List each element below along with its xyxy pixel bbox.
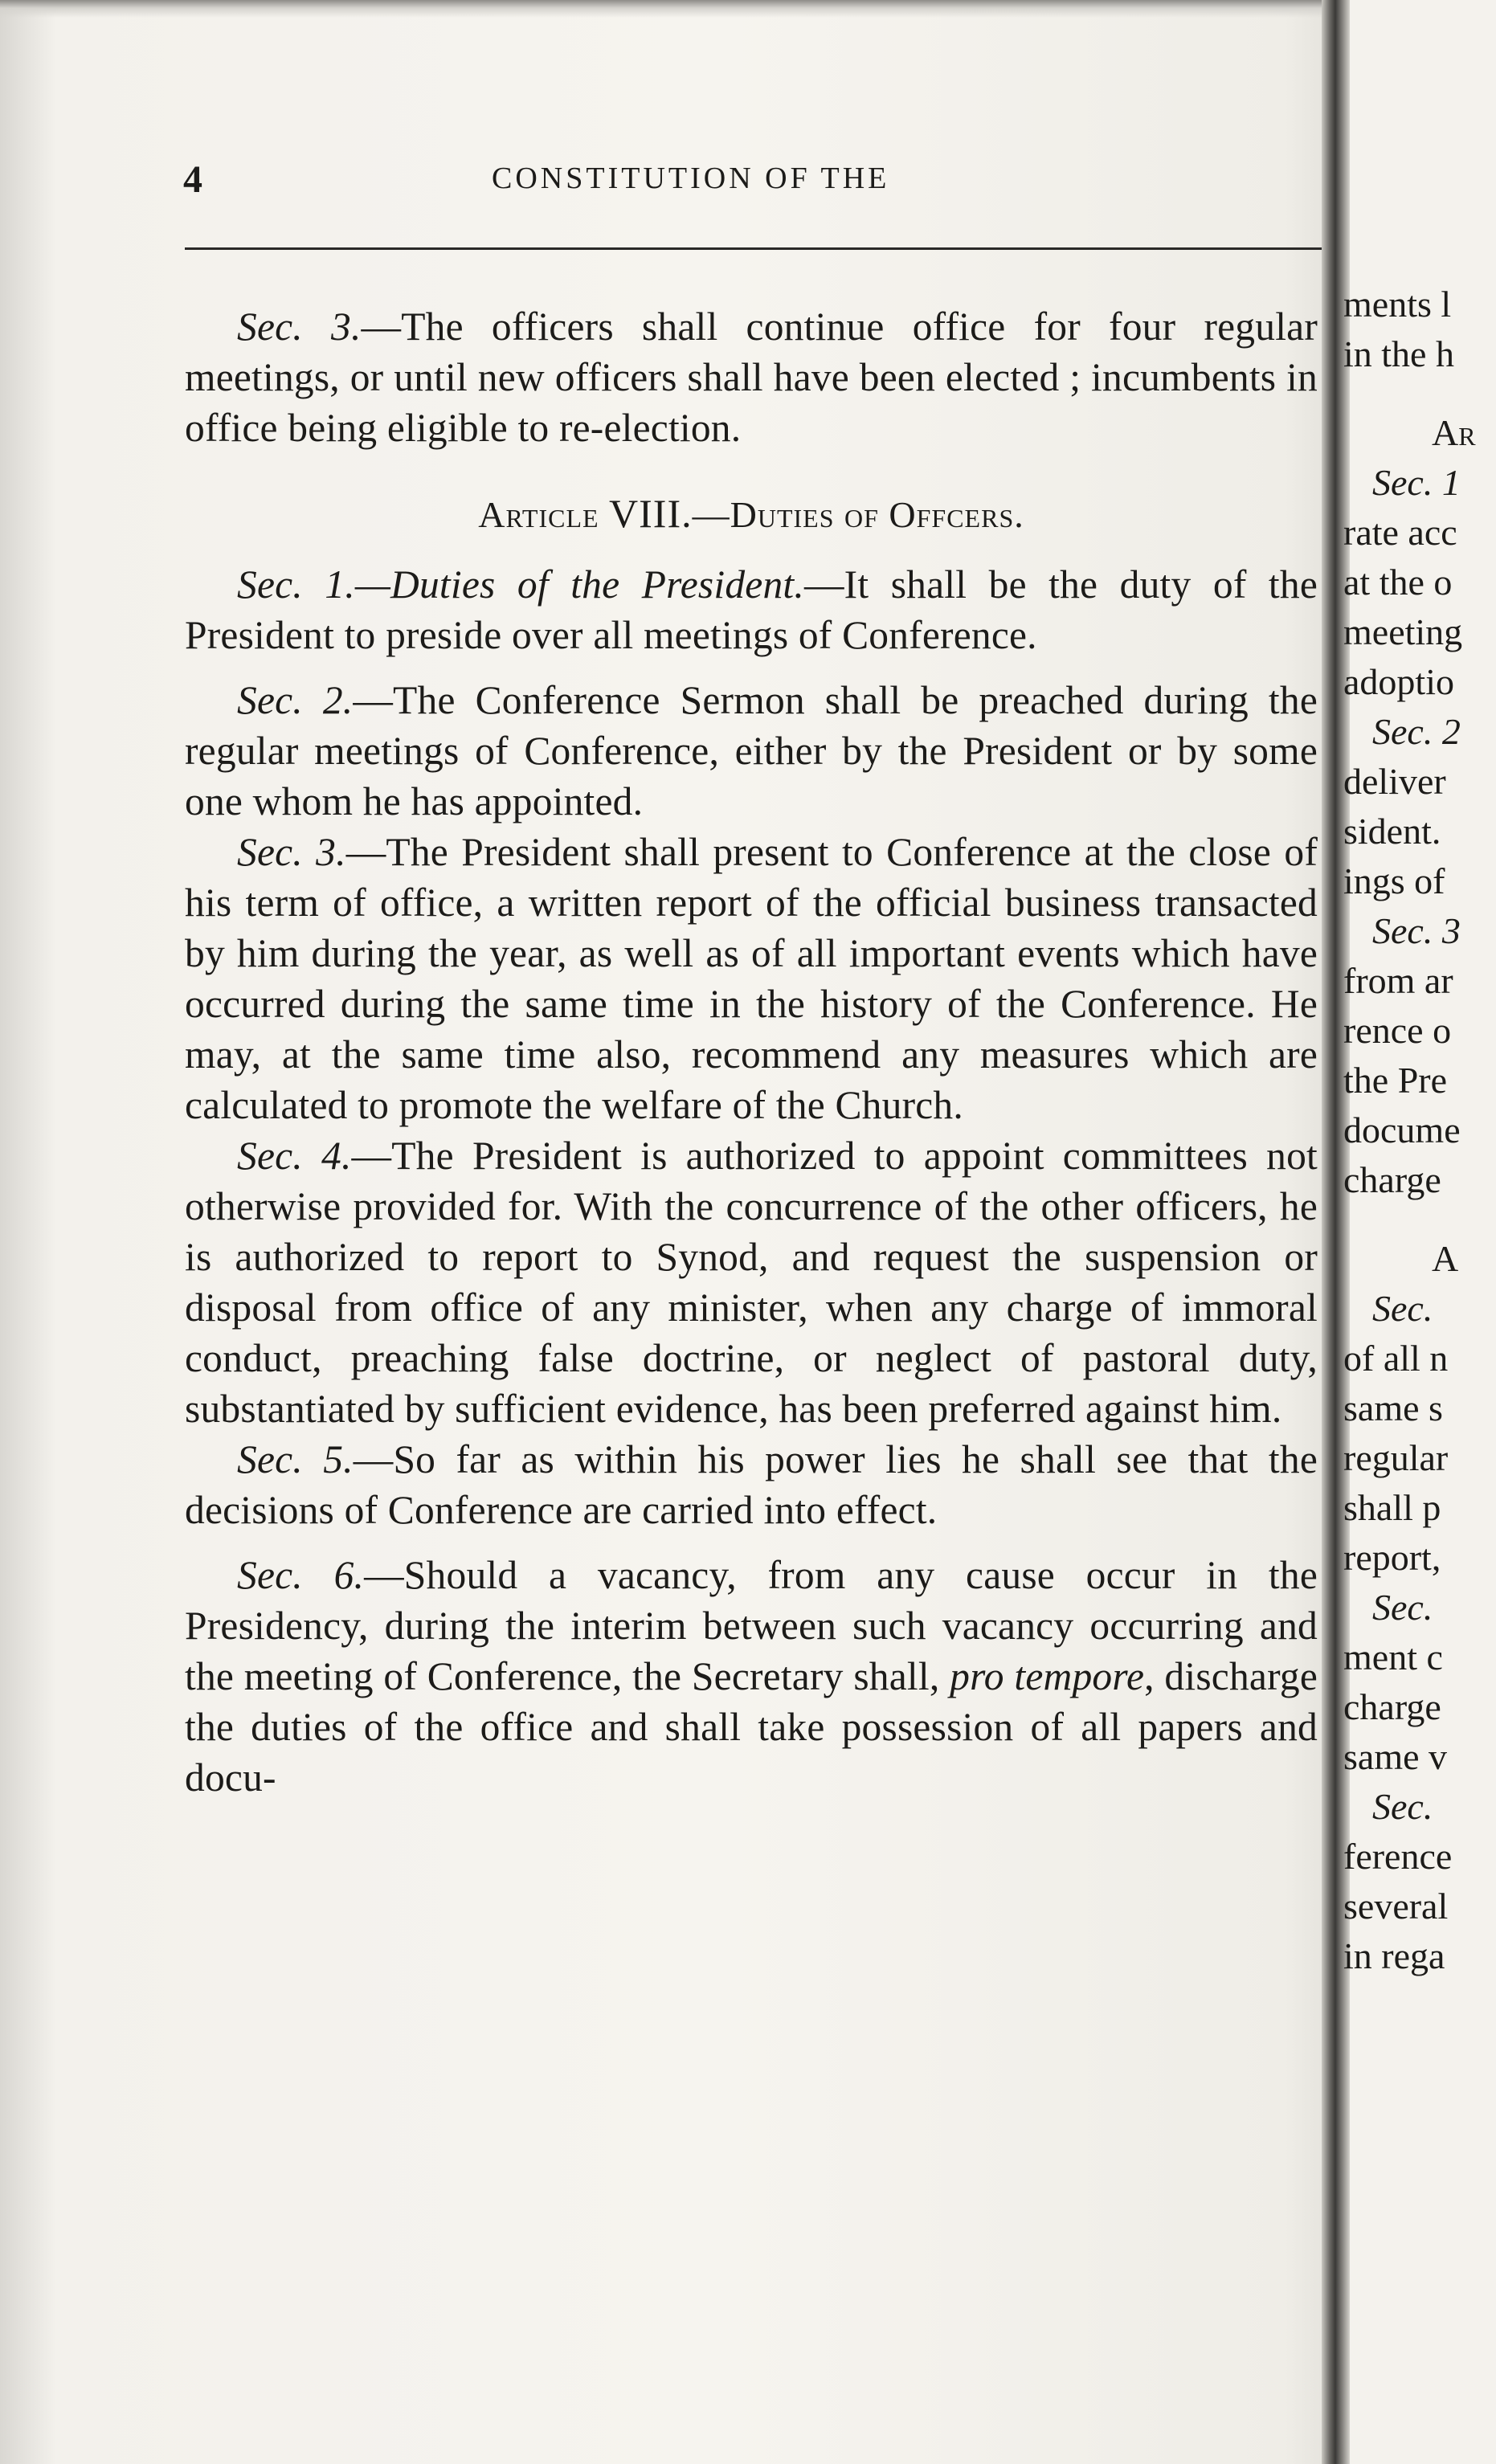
section-label: Sec. 4.: [237, 1134, 352, 1178]
facing-page-line: shall p: [1343, 1487, 1441, 1528]
facing-page-line: charge: [1343, 1686, 1441, 1727]
facing-page-line: ings of: [1343, 860, 1445, 901]
facing-page-line: of all n: [1343, 1338, 1449, 1379]
facing-page-line: Sec.: [1372, 1786, 1433, 1827]
facing-page-line: Sec.: [1372, 1587, 1433, 1628]
section-label: Sec. 3.: [237, 830, 346, 874]
section-title: —Duties of the President.: [354, 562, 804, 607]
facing-page-line: same v: [1343, 1736, 1448, 1777]
facing-page-line: Sec. 3: [1372, 910, 1461, 951]
article-8-section-5: [185, 1434, 1318, 1535]
facing-page-line: rate acc: [1343, 512, 1457, 553]
article-number: VIII.: [609, 491, 693, 536]
facing-page-line: from ar: [1343, 960, 1453, 1001]
facing-page-line: Ar: [1432, 412, 1476, 453]
article-8-section-4: [185, 1130, 1318, 1434]
facing-page-line: [1343, 379, 1496, 408]
article-title: —Duties of Offcers.: [692, 494, 1024, 535]
text-column: [185, 301, 1318, 1803]
article-8-section-2: [185, 675, 1318, 827]
facing-page-line: rence o: [1343, 1010, 1452, 1051]
section-label: Sec. 5.: [237, 1437, 354, 1481]
facing-page-line: Sec. 1: [1372, 462, 1461, 503]
page-top-edge: [0, 0, 1322, 18]
article-8-section-6: [185, 1550, 1318, 1803]
section-label: Sec. 2.: [237, 678, 354, 722]
facing-page-line: report,: [1343, 1537, 1441, 1578]
facing-page-line: charge: [1343, 1159, 1441, 1200]
facing-page-line: regular: [1343, 1437, 1449, 1478]
facing-page-line: Sec.: [1372, 1288, 1433, 1329]
facing-page-line: same s: [1343, 1387, 1443, 1428]
section-text: , discharge the duties of the office and shall take possession of all papers and docu-: [185, 1654, 1318, 1800]
section-label: Sec. 3.: [237, 304, 362, 349]
facing-page-line: adoptio: [1343, 661, 1454, 702]
section-text: —The President is authorized to appoint committees not otherwise provided for. With the concurrence of the other officers, he is authorized to report to Synod, and request the suspension or disposal from office of any minister, when any charge of immoral conduct, preaching false doctrine, or neglect of pastoral duty, substantiated by sufficient evidence, has been preferred against him.: [185, 1134, 1318, 1431]
facing-page-line: Sec. 2: [1372, 711, 1461, 752]
facing-page-line: in rega: [1343, 1935, 1445, 1976]
article-8-section-3: [185, 827, 1318, 1130]
facing-page-line: ments l: [1343, 284, 1452, 325]
facing-page-line: [1343, 1205, 1496, 1234]
section-latin-phrase: pro tempore: [950, 1654, 1145, 1698]
article-8-section-1: [185, 559, 1318, 660]
facing-page-line: ment c: [1343, 1637, 1443, 1677]
facing-page-line: ference: [1343, 1836, 1453, 1877]
facing-page-line: A: [1432, 1238, 1459, 1279]
facing-page-line: at the o: [1343, 562, 1453, 603]
section-text: —The President shall present to Conference at the close of his term of office, a written report of the official business transacted by him during the year, as well as of all important events which have occurred during the same time in the history of the Conference. He may, at the same time also, recommend any measures which are calculated to promote the welfare of the Church.: [185, 830, 1318, 1127]
section-text: —It shall be the duty of the President to preside over all meetings of Conference.: [185, 562, 1318, 657]
article-heading: [185, 488, 1318, 540]
facing-page-line: meeting: [1343, 611, 1463, 652]
section-text: —Should a vacancy, from any cause occur in the Presidency, during the interim between such vacancy occurring and the meeting of Conference, the Secretary shall,: [185, 1553, 1318, 1698]
running-title: CONSTITUTION OF THE: [492, 161, 890, 195]
facing-page-line: deliver: [1343, 761, 1446, 802]
header-rule: [185, 247, 1322, 250]
section-3-officers-term: [185, 301, 1318, 453]
page-number: 4: [183, 158, 203, 201]
facing-page-line: the Pre: [1343, 1060, 1448, 1101]
section-text: —The Conference Sermon shall be preached during the regular meetings of Conference, either by the President or by some one whom he has appointed.: [185, 678, 1318, 823]
facing-page-line: in the h: [1343, 333, 1454, 374]
section-label: Sec. 6.: [237, 1553, 365, 1597]
section-text: —So far as within his power lies he shall see that the decisions of Conference are carried into effect.: [185, 1437, 1318, 1532]
section-text: —The officers shall continue office for four regular meetings, or until new officers shall have been elected ; incumbents in office being eligible to re-election.: [185, 304, 1318, 450]
facing-page-text: [1343, 280, 1496, 1981]
facing-page-line: docume: [1343, 1109, 1461, 1150]
facing-page-line: sident.: [1343, 811, 1441, 852]
running-head: [0, 145, 1322, 209]
article-prefix: Article: [478, 494, 599, 535]
section-label: Sec. 1.: [237, 562, 355, 607]
facing-page-line: several: [1343, 1886, 1449, 1927]
